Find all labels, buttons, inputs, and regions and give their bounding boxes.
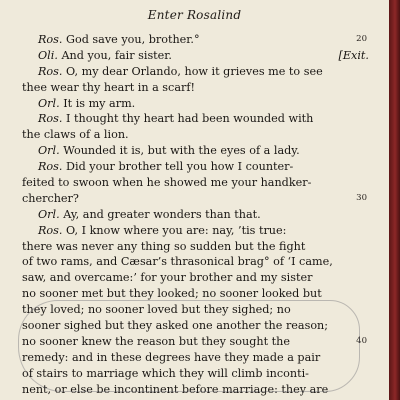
- line-number: 30: [356, 192, 367, 203]
- speech-text: feited to swoon when he showed me your handker-: [22, 176, 312, 190]
- speaker-name: Orl.: [38, 96, 60, 110]
- speech-text: nent, or else be incontinent before marriage: they are: [22, 382, 329, 396]
- text-line: [0, 32, 389, 48]
- text-line: [0, 96, 389, 112]
- speech-text: no sooner knew the reason but they sought the: [22, 334, 290, 348]
- text-line: [0, 64, 389, 80]
- text-line: [0, 270, 389, 286]
- text-line: [0, 366, 389, 382]
- speaker-name: Ros.: [38, 160, 63, 174]
- line-number: 20: [356, 34, 367, 44]
- text-line: [0, 175, 389, 191]
- text-line: [0, 382, 389, 398]
- speech-text: O, I know where you are: nay, ’tis true:: [66, 223, 287, 237]
- book-binding: [389, 0, 400, 400]
- text-line: [0, 127, 389, 143]
- speech-text: of two rams, and Cæsar’s thrasonical brag° of ‘I came,: [22, 255, 333, 269]
- speaker-name: Ros.: [38, 64, 63, 78]
- speech-text: there was never any thing so sudden but the fight: [22, 239, 306, 253]
- text-line: [0, 48, 389, 64]
- text-line: [0, 223, 389, 239]
- speaker-name: Oli.: [38, 48, 58, 62]
- text-line: [0, 159, 389, 175]
- speech-text: O, my dear Orlando, how it grieves me to see: [66, 64, 323, 78]
- speaker-name: Ros.: [38, 33, 63, 46]
- text-line: [0, 334, 389, 350]
- play-text: [0, 32, 389, 397]
- stage-direction-header: Enter Rosalind: [147, 8, 242, 22]
- line-number: 40: [356, 335, 367, 346]
- text-line: [0, 239, 389, 255]
- speech-text: Did your brother tell you how I counter-: [66, 160, 294, 174]
- text-line: [0, 254, 389, 270]
- speech-text: chercher?: [22, 191, 79, 205]
- speech-text: sooner sighed but they asked one another the reason;: [22, 319, 329, 333]
- text-line: [0, 302, 389, 318]
- speech-text: Wounded it is, but with the eyes of a lady.: [63, 144, 300, 158]
- speech-text: I thought thy heart had been wounded with: [66, 112, 314, 126]
- speech-text: they loved; no sooner loved but they sighed; no: [22, 303, 291, 317]
- speaker-name: Ros.: [38, 223, 63, 237]
- speaker-name: Ros.: [38, 112, 63, 126]
- text-line: [0, 111, 389, 127]
- speaker-name: Orl.: [38, 144, 60, 158]
- speech-text: thee wear thy heart in a scarf!: [22, 80, 195, 94]
- speech-text: saw, and overcame:’ for your brother and my sister: [22, 271, 313, 285]
- speech-text: And you, fair sister.: [61, 48, 172, 62]
- speech-text: Ay, and greater wonders than that.: [63, 207, 261, 221]
- text-line: [0, 207, 389, 223]
- text-line: [0, 143, 389, 159]
- speech-text: no sooner met but they looked; no sooner looked but: [22, 287, 322, 301]
- speech-text: remedy: and in these degrees have they made a pair: [22, 350, 321, 364]
- text-line: [0, 318, 389, 334]
- text-line: [0, 350, 389, 366]
- exit-direction: [Exit.: [338, 48, 369, 62]
- speech-text: the claws of a lion.: [22, 128, 129, 142]
- text-line: [0, 286, 389, 302]
- speech-text: of stairs to marriage which they will climb inconti-: [22, 366, 309, 380]
- text-line: [0, 80, 389, 96]
- speech-text: God save you, brother.°: [66, 33, 200, 46]
- speech-text: It is my arm.: [63, 96, 136, 110]
- text-line: [0, 191, 389, 207]
- speaker-name: Orl.: [38, 207, 60, 221]
